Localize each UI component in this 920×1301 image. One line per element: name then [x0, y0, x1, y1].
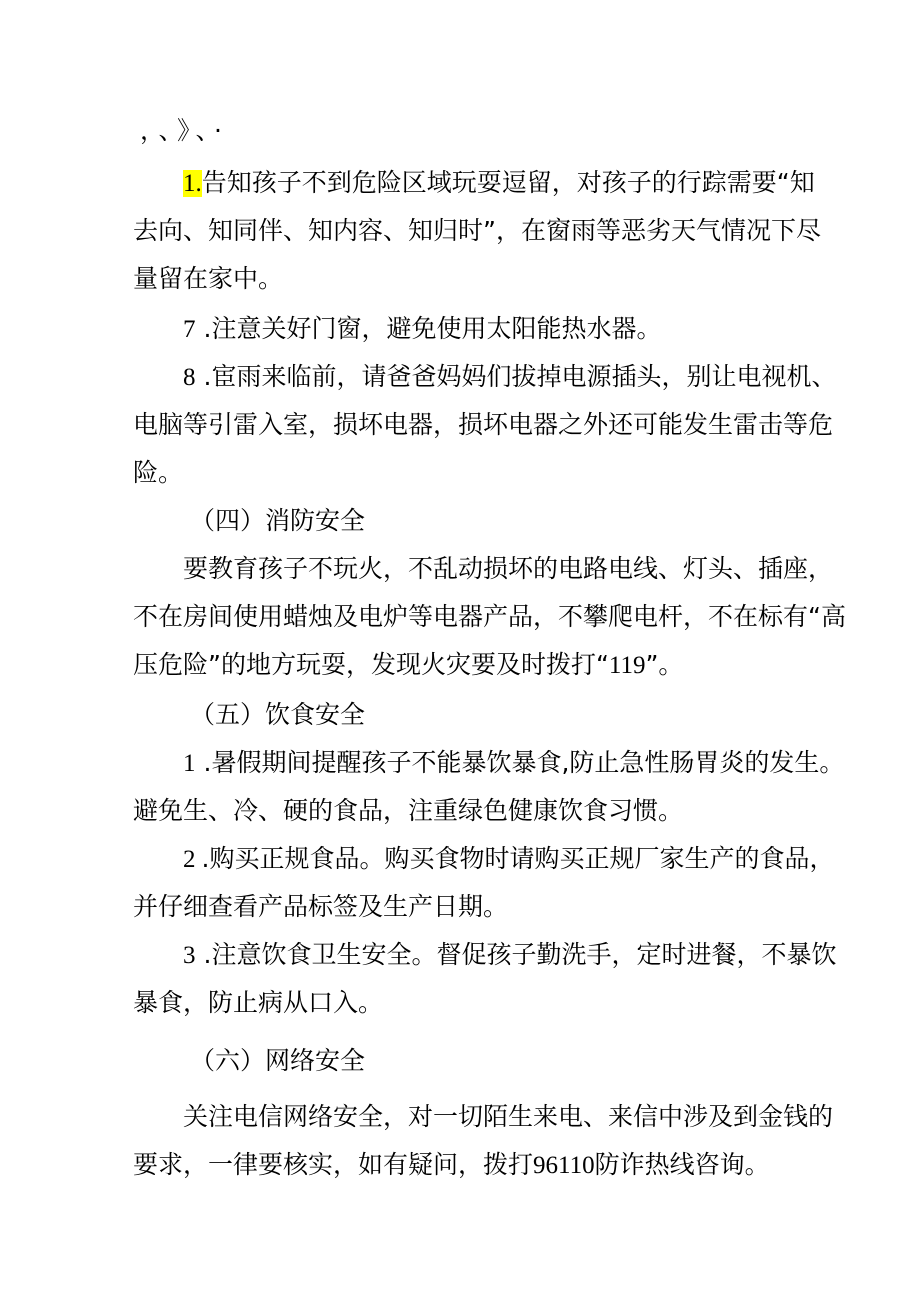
paragraph-8-line-3: 险。	[133, 458, 184, 487]
paragraph-1-line-1	[183, 166, 815, 201]
food-2-line-1	[183, 842, 834, 877]
section-heading-food: （五）饮食安全	[190, 700, 366, 729]
network-line-2-text: 要求，一律要核实，如有疑问，拨打	[133, 1150, 534, 1179]
section-heading-network: （六）网络安全	[190, 1046, 366, 1075]
paragraph-1-line-3: 量留在家中。	[133, 264, 284, 293]
paragraph-7-text: .注意关好门窗，避免使用太阳能热水器。	[203, 314, 662, 343]
fire-line-1: 要教育孩子不玩火，不乱动损坏的电路电线、灯头、插座，	[183, 554, 834, 583]
paragraph-7-number: 7	[183, 316, 196, 343]
top-marks: ，、》、·	[140, 116, 228, 145]
paragraph-8-text: .宦雨来临前，请爸爸妈妈们拔掉电源插头，别让电视机、	[203, 362, 837, 391]
food-2-text: .购买正规食品。购买食物时请购买正规厂家生产的食品，	[201, 844, 835, 873]
paragraph-1-text: 告知孩子不到危险区域玩耍逗留，对孩子的行踪需要“知	[201, 168, 815, 197]
food-1-text: .暑假期间提醒孩子不能暴饮暴食,防止急性肠胃炎的发生。	[203, 748, 845, 777]
anti-fraud-hotline-number: 96110	[533, 1152, 595, 1179]
fire-line-2: 不在房间使用蜡烛及电炉等电器产品，不攀爬电杆，不在标有“高	[133, 602, 846, 631]
paragraph-1-line-2: 去向、知同伴、知内容、知归时”，在窗雨等恶劣天气情况下尽	[133, 216, 821, 245]
paragraph-1-number: 1.	[183, 170, 202, 197]
section-heading-fire: （四）消防安全	[190, 506, 366, 535]
food-3-text: .注意饮食卫生安全。督促孩子勤洗手，定时进餐，不暴饮	[203, 940, 837, 969]
fire-line-3	[133, 648, 683, 683]
paragraph-8-line-2: 电脑等引雷入室，损坏电器，损坏电器之外还可能发生雷击等危	[133, 410, 834, 439]
network-line-1: 关注电信网络安全，对一切陌生来电、来信中涉及到金钱的	[183, 1102, 834, 1131]
fire-line-3-end: ”。	[645, 650, 684, 679]
paragraph-8-line-1	[183, 360, 836, 395]
food-2-number: 2	[183, 846, 196, 873]
network-line-2	[133, 1148, 770, 1183]
paragraph-7	[183, 312, 661, 347]
food-1-number: 1	[183, 750, 196, 777]
paragraph-8-number: 8	[183, 364, 196, 391]
food-2-line-2: 并仔细查看产品标签及生产日期。	[133, 892, 509, 921]
food-3-line-1	[183, 938, 836, 973]
fire-hotline-number: 119	[608, 652, 646, 679]
food-1-line-2: 避免生、冷、硬的食品，注重绿色健康饮食习惯。	[133, 796, 684, 825]
network-line-2-end: 防诈热线咨询。	[594, 1150, 770, 1179]
food-3-number: 3	[183, 942, 196, 969]
food-1-line-1	[183, 746, 844, 781]
food-3-line-2: 暴食，防止病从口入。	[133, 988, 384, 1017]
fire-line-3-text: 压危险”的地方玩耍，发现火灾要及时拨打“	[133, 650, 609, 679]
